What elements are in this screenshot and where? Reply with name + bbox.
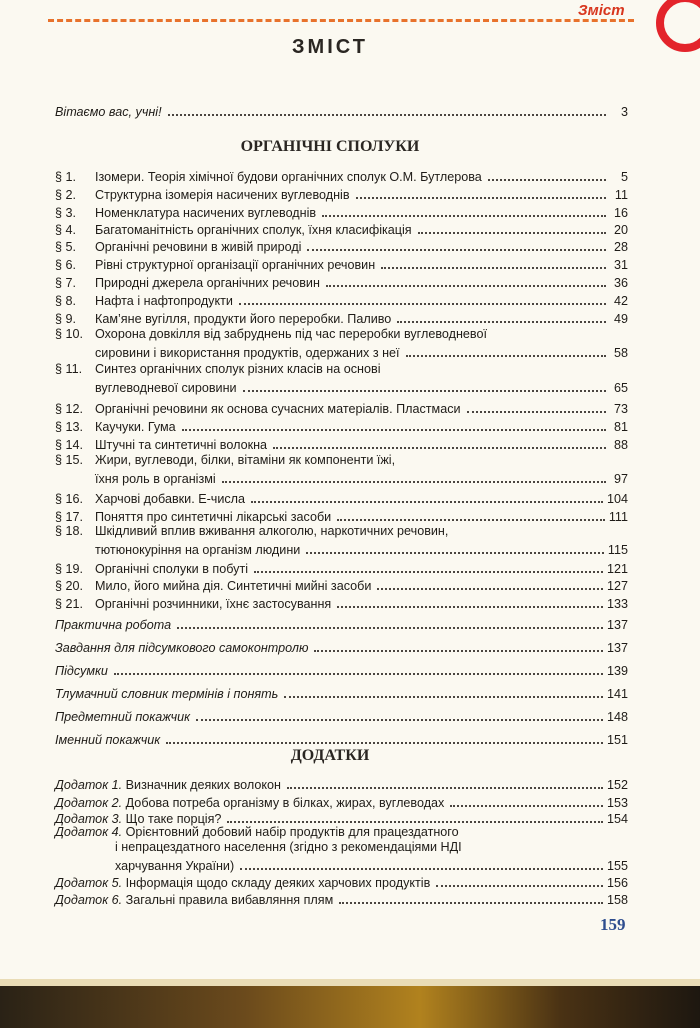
toc-entry-title: Харчові добавки. Е-числа [95, 492, 246, 506]
dot-leader [337, 519, 605, 521]
toc-entry-title: Органічні розчинники, їхнє застосування [95, 597, 332, 611]
dot-leader [488, 179, 606, 181]
toc-entry-7[interactable] [55, 272, 628, 291]
dot-leader [326, 285, 606, 287]
toc-entry-title-line2: вуглеводневої сировини [95, 381, 237, 395]
dot-leader [227, 821, 603, 823]
page-bottom-edge [0, 979, 700, 986]
section-title-organic: ОРГАНІЧНІ СПОЛУКИ [240, 138, 420, 155]
toc-entry-number: § 10. [55, 327, 84, 341]
dot-leader [284, 696, 603, 698]
cover-edge-band [0, 986, 700, 1028]
toc-entry-title: Структурна ізомерія насичених вуглеводнів [95, 188, 350, 202]
toc-entry-subject-index[interactable] [55, 706, 628, 725]
toc-entry-page: 151 [606, 733, 628, 747]
toc-entry-21[interactable] [55, 593, 628, 612]
dot-leader [254, 571, 603, 573]
toc-entry-page: 49 [613, 312, 628, 326]
toc-entry-12[interactable] [55, 398, 628, 417]
toc-entry-page: 141 [606, 687, 628, 701]
toc-entry-title: Номенклатура насичених вуглеводнів [95, 206, 317, 220]
toc-entry-title: Тлумачний словник термінів і понять [55, 687, 279, 701]
toc-appendix-1[interactable] [55, 774, 628, 793]
toc-entry-number: § 5. [55, 240, 77, 254]
appendix-title-line3: харчування України) [115, 859, 235, 873]
dot-leader [196, 719, 603, 721]
toc-entry-practical-work[interactable] [55, 614, 628, 633]
toc-entry-page: 115 [607, 543, 628, 557]
toc-entry-18[interactable] [55, 524, 628, 558]
toc-entry-title: Вітаємо вас, учні! [55, 105, 162, 119]
toc-entry-14[interactable] [55, 434, 628, 453]
toc-entry-page: 139 [606, 664, 628, 678]
toc-entry-number: § 2. [55, 188, 77, 202]
toc-entry-number: § 15. [55, 453, 84, 467]
appendix-label: Додаток 4. [55, 825, 123, 839]
toc-entry-title: Підсумки [55, 664, 108, 678]
toc-entry-1[interactable] [55, 166, 628, 185]
toc-entry-summary[interactable] [55, 660, 628, 679]
toc-entry-page: 137 [606, 618, 628, 632]
dot-leader [306, 552, 604, 554]
dot-leader [381, 267, 606, 269]
appendix-title: Загальні правила вибавляння плям [125, 893, 334, 907]
toc-entry-number: § 4. [55, 223, 77, 237]
toc-entry-page: 148 [606, 710, 628, 724]
toc-entry-title: Рівні структурної організації органічних речовин [95, 258, 376, 272]
toc-entry-17[interactable] [55, 506, 628, 525]
toc-entry-title-line2: тютюнокуріння на організм людини [95, 543, 301, 557]
toc-entry-title-line1: Синтез органічних сполук різних класів на основі [95, 362, 381, 376]
toc-entry-9[interactable] [55, 308, 628, 327]
appendix-label: Додаток 2. [55, 796, 123, 810]
toc-entry-name-index[interactable] [55, 729, 628, 748]
toc-entry-title: Кам’яне вугілля, продукти його переробки. Паливо [95, 312, 392, 326]
dot-leader [467, 411, 606, 413]
toc-entry-number: § 6. [55, 258, 77, 272]
toc-entry-title: Органічні речовини в живій природі [95, 240, 302, 254]
toc-entry-10[interactable] [55, 327, 628, 361]
appendix-title-line1: Орієнтовний добовий набір продуктів для працездатного [125, 825, 459, 839]
decorative-ring-icon [656, 0, 700, 52]
dot-leader [239, 303, 606, 305]
toc-entry-title-line2: їхня роль в організмі [95, 472, 216, 486]
toc-entry-16[interactable] [55, 488, 628, 507]
toc-entry-page: 137 [606, 641, 628, 655]
toc-entry-title-line1: Жири, вуглеводи, білки, вітаміни як компоненти їжі, [95, 453, 396, 467]
appendix-label: Додаток 3. [55, 812, 123, 826]
appendix-title: Добова потреба організму в білках, жирах, вуглеводах [125, 796, 445, 810]
dot-leader [436, 885, 603, 887]
toc-entry-2[interactable] [55, 184, 628, 203]
toc-entry-title: Поняття про синтетичні лікарські засоби [95, 510, 332, 524]
running-head: Зміст [578, 2, 625, 19]
toc-entry-page: 36 [613, 276, 628, 290]
toc-entry-intro[interactable] [55, 101, 628, 120]
toc-entry-number: § 3. [55, 206, 77, 220]
toc-entry-number: § 19. [55, 562, 84, 576]
toc-entry-title: Мило, його мийна дія. Синтетичні мийні засоби [95, 579, 372, 593]
toc-entry-page: 81 [613, 420, 628, 434]
toc-entry-title-line1: Охорона довкілля від забруднень під час переробки вуглеводневої [95, 327, 487, 341]
toc-entry-title: Завдання для підсумкового самоконтролю [55, 641, 309, 655]
dot-leader [273, 447, 606, 449]
toc-entry-page: 111 [608, 510, 628, 524]
dot-leader [251, 501, 603, 503]
toc-entry-title: Практична робота [55, 618, 172, 632]
toc-entry-number: § 7. [55, 276, 77, 290]
toc-entry-title: Природні джерела органічних речовин [95, 276, 320, 290]
dot-leader [222, 481, 606, 483]
toc-entry-11[interactable] [55, 362, 628, 396]
toc-entry-page: 58 [613, 346, 628, 360]
dot-leader [377, 588, 603, 590]
toc-entry-page: 20 [613, 223, 628, 237]
toc-entry-number: § 14. [55, 438, 84, 452]
toc-entry-title: Штучні та синтетичні волокна [95, 438, 268, 452]
dot-leader [418, 232, 606, 234]
toc-entry-self-control[interactable] [55, 637, 628, 656]
appendix-label: Додаток 6. [55, 893, 123, 907]
toc-entry-title: Органічні речовини як основа сучасних матеріалів. Пластмаси [95, 402, 461, 416]
appendix-title: Що таке порція? [125, 812, 222, 826]
header-dashed-rule [48, 19, 634, 22]
dot-leader [337, 606, 603, 608]
toc-entry-glossary[interactable] [55, 683, 628, 702]
toc-entry-page: 154 [606, 812, 628, 826]
dot-leader [243, 390, 606, 392]
toc-entry-title: Іменний покажчик [55, 733, 161, 747]
toc-entry-title: Багатоманітність органічних сполук, їхня класифікація [95, 223, 412, 237]
appendix-label: Додаток 5. [55, 876, 123, 890]
toc-entry-page: 31 [613, 258, 628, 272]
appendix-title-line2: і непрацездатного населення (згідно з рекомендаціями НДІ [115, 840, 462, 854]
appendix-title: Визначник деяких волокон [125, 778, 281, 792]
toc-entry-title: Органічні сполуки в побуті [95, 562, 249, 576]
toc-entry-page: 121 [606, 562, 628, 576]
dot-leader [177, 627, 603, 629]
toc-entry-page: 158 [606, 893, 628, 907]
toc-entry-page: 3 [620, 105, 628, 119]
toc-entry-page: 73 [613, 402, 628, 416]
dot-leader [322, 215, 606, 217]
toc-appendix-6[interactable] [55, 889, 628, 908]
appendix-label: Додаток 1. [55, 778, 123, 792]
page-title: ЗМІСТ [292, 36, 368, 58]
dot-leader [450, 805, 603, 807]
toc-entry-number: § 17. [55, 510, 84, 524]
toc-entry-number: § 1. [55, 170, 77, 184]
toc-entry-number: § 12. [55, 402, 84, 416]
dot-leader [314, 650, 603, 652]
toc-entry-page: 28 [613, 240, 628, 254]
toc-entry-13[interactable] [55, 416, 628, 435]
toc-entry-number: § 21. [55, 597, 84, 611]
toc-entry-15[interactable] [55, 453, 628, 487]
toc-entry-title-line2: сировини і використання продуктів, одержаних з неї [95, 346, 400, 360]
toc-entry-number: § 20. [55, 579, 84, 593]
dot-leader [114, 673, 603, 675]
section-title-appendix: ДОДАТКИ [290, 747, 370, 764]
toc-entry-5[interactable] [55, 236, 628, 255]
toc-entry-page: 153 [606, 796, 628, 810]
toc-entry-page: 97 [613, 472, 628, 486]
toc-entry-page: 155 [606, 859, 628, 873]
toc-entry-title: Нафта і нафтопродукти [95, 294, 233, 308]
toc-entry-page: 42 [613, 294, 628, 308]
toc-entry-title: Предметний покажчик [55, 710, 191, 724]
dot-leader [287, 787, 603, 789]
toc-entry-page: 11 [614, 188, 628, 202]
toc-entry-page: 16 [613, 206, 628, 220]
toc-entry-8[interactable] [55, 290, 628, 309]
appendix-title: Інформація щодо складу деяких харчових продуктів [125, 876, 431, 890]
toc-entry-title: Ізомери. Теорія хімічної будови органічних сполук О.М. Бутлерова [95, 170, 482, 184]
dot-leader [168, 114, 606, 116]
toc-entry-number: § 9. [55, 312, 77, 326]
toc-entry-number: § 16. [55, 492, 84, 506]
toc-entry-title: Каучуки. Гума [95, 420, 176, 434]
toc-entry-title-line1: Шкідливий вплив вживання алкоголю, наркотичних речовин, [95, 524, 449, 538]
dot-leader [307, 249, 606, 251]
toc-entry-page: 65 [613, 381, 628, 395]
toc-entry-page: 88 [613, 438, 628, 452]
toc-appendix-4[interactable] [55, 825, 628, 875]
dot-leader [406, 355, 606, 357]
dot-leader [166, 742, 603, 744]
toc-entry-number: § 13. [55, 420, 84, 434]
toc-entry-number: § 8. [55, 294, 77, 308]
toc-entry-page: 152 [606, 778, 628, 792]
toc-entry-number: § 18. [55, 524, 84, 538]
toc-entry-page: 5 [620, 170, 628, 184]
dot-leader [182, 429, 606, 431]
dot-leader [339, 902, 603, 904]
dot-leader [356, 197, 606, 199]
dot-leader [397, 321, 606, 323]
toc-entry-6[interactable] [55, 254, 628, 273]
toc-entry-page: 127 [606, 579, 628, 593]
toc-entry-number: § 11. [55, 362, 83, 376]
toc-entry-page: 104 [606, 492, 628, 506]
page-number: 159 [600, 915, 626, 934]
toc-entry-page: 156 [606, 876, 628, 890]
dot-leader [240, 868, 603, 870]
toc-entry-page: 133 [606, 597, 628, 611]
toc-entry-20[interactable] [55, 575, 628, 594]
